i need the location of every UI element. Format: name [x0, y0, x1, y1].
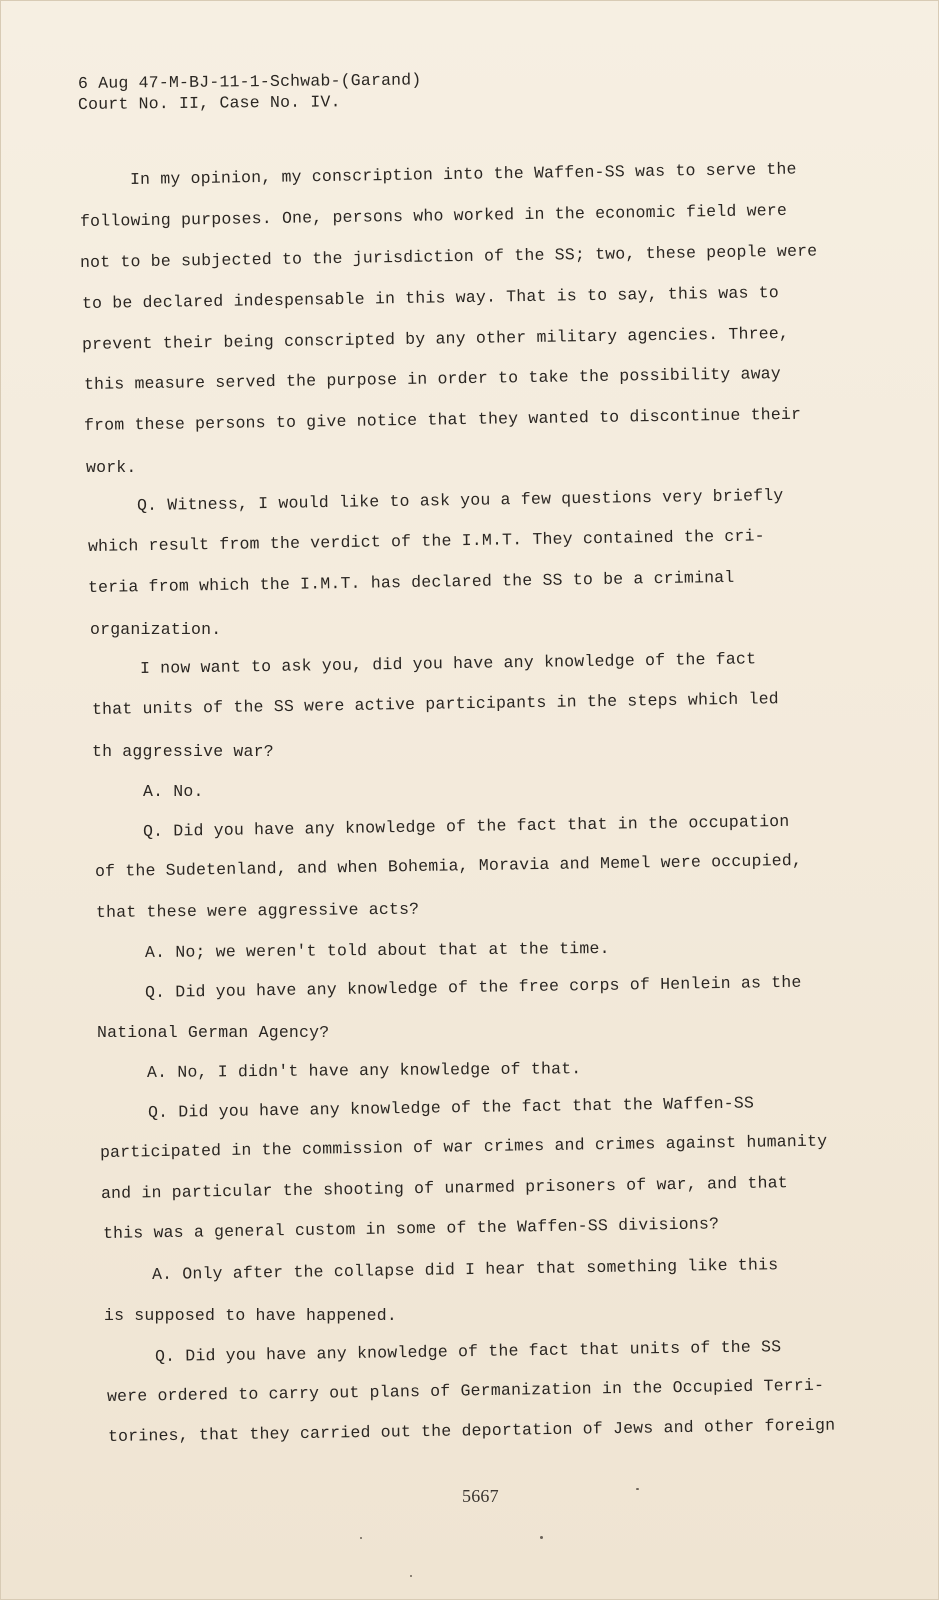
body-line: of the Sudetenland, and when Bohemia, Moravia and Memel were occupied,	[94, 850, 803, 881]
paper-speck	[360, 1537, 362, 1539]
body-line: is supposed to have happened.	[104, 1306, 397, 1325]
body-line: that these were aggressive acts?	[95, 899, 420, 922]
body-line: torines, that they carried out the deportation of Jews and other foreign	[107, 1415, 836, 1446]
body-line: I now want to ask you, did you have any knowledge of the fact	[139, 649, 757, 678]
body-line: teria from which the I.M.T. has declared the SS to be a criminal	[87, 567, 735, 597]
body-line: Q. Did you have any knowledge of the fact that in the occupation	[142, 811, 790, 841]
body-line: participated in the commission of war crimes and crimes against humanity	[99, 1131, 828, 1162]
body-line: which result from the verdict of the I.M.T. They contained the cri-	[87, 526, 765, 556]
paper-speck	[636, 1488, 639, 1490]
body-line: that units of the SS were active participants in the steps which led	[91, 689, 779, 719]
body-line: work.	[86, 458, 137, 477]
body-line: A. No.	[143, 782, 204, 801]
body-line: Q. Did you have any knowledge of the fact that units of the SS	[154, 1337, 782, 1366]
body-line: National German Agency?	[97, 1023, 330, 1042]
paper-speck	[540, 1536, 543, 1539]
body-line: A. Only after the collapse did I hear that something like this	[151, 1255, 779, 1284]
body-line: th aggressive war?	[92, 742, 274, 761]
page-number: 5667	[462, 1486, 499, 1506]
body-line: from these persons to give notice that they wanted to discontinue their	[83, 404, 802, 435]
body-line: Q. Did you have any knowledge of the free corps of Henlein as the	[144, 972, 802, 1002]
body-line: to be declared indespensable in this way. That is to say, this was to	[81, 283, 780, 313]
header-line-2: Court No. II, Case No. IV.	[77, 92, 341, 114]
body-line: Q. Witness, I would like to ask you a few questions very briefly	[136, 485, 784, 515]
body-line: prevent their being conscripted by any other military agencies. Three,	[81, 323, 790, 354]
body-line: A. No, I didn't have any knowledge of that.	[146, 1059, 582, 1082]
body-line: were ordered to carry out plans of Germanization in the Occupied Terri-	[106, 1375, 825, 1406]
body-line: A. No; we weren't told about that at the time.	[144, 938, 610, 962]
body-line: this measure served the purpose in order to take the possibility away	[83, 364, 782, 394]
paper-speck	[410, 1575, 412, 1577]
body-line: In my opinion, my conscription into the Waffen-SS was to serve the	[129, 159, 797, 189]
body-line: this was a general custom in some of the Waffen-SS divisions?	[102, 1214, 720, 1243]
body-line: and in particular the shooting of unarmed prisoners of war, and that	[100, 1173, 788, 1203]
body-line: not to be subjected to the jurisdiction of the SS; two, these people were	[79, 241, 818, 272]
body-line: Q. Did you have any knowledge of the fact that the Waffen-SS	[147, 1093, 755, 1122]
header-line-1: 6 Aug 47-M-BJ-11-1-Schwab-(Garand)	[77, 70, 422, 93]
body-line: organization.	[90, 620, 222, 639]
body-line: following purposes. One, persons who worked in the economic field were	[79, 200, 788, 231]
